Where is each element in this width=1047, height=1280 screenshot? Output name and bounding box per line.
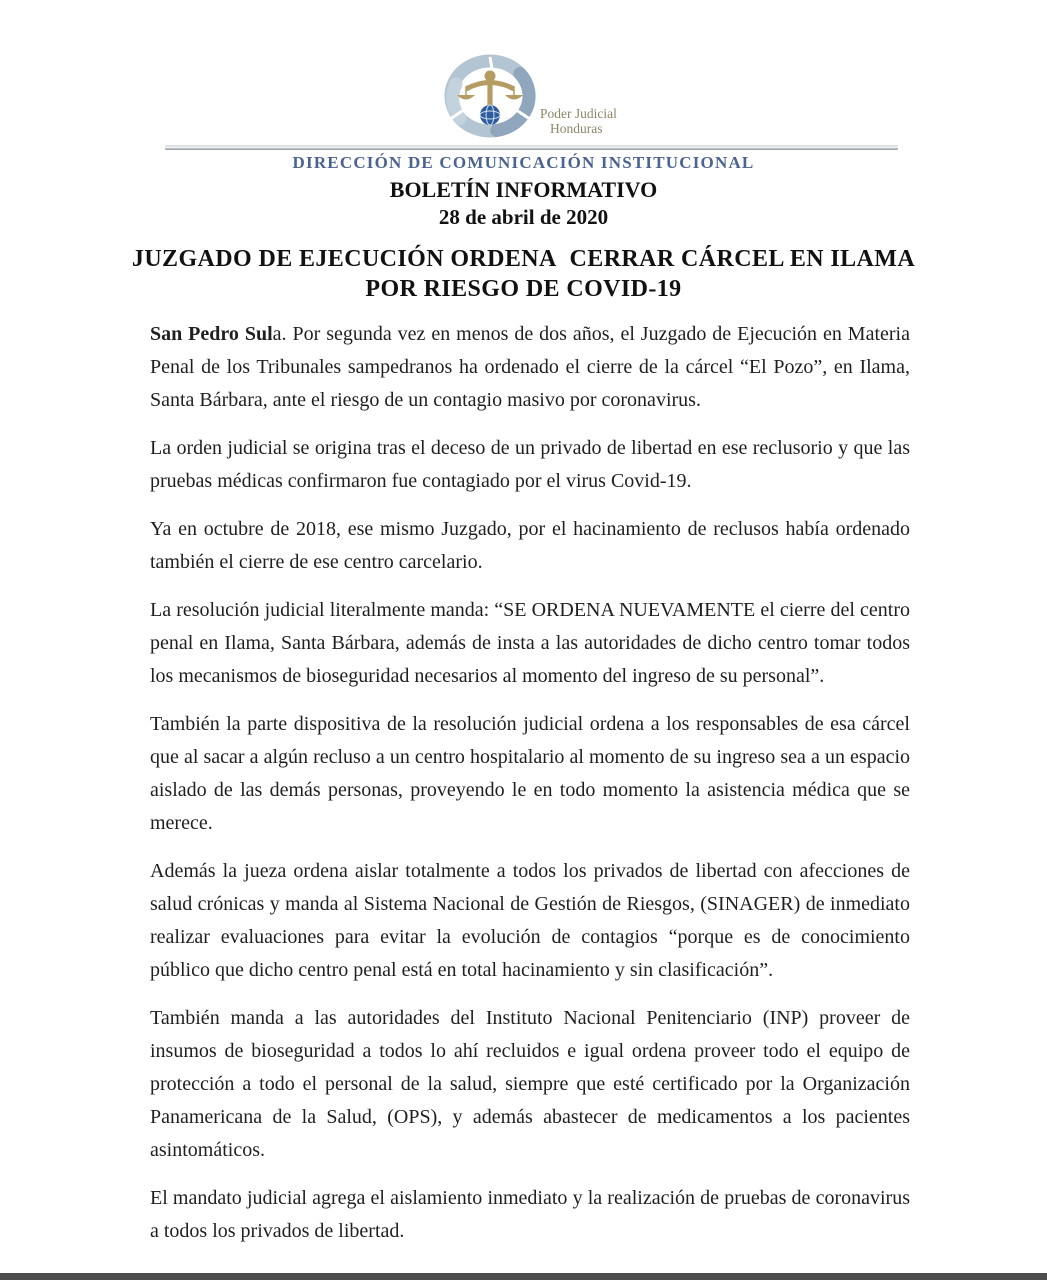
dateline: San Pedro Sul — [150, 323, 273, 345]
paragraph-2: La orden judicial se origina tras el deceso de un privado de libertad en ese reclusorio y que las pruebas médicas confirmaron fue contagiado por el virus Covid-19. — [150, 437, 910, 492]
logo-wordmark-line2: Honduras — [549, 121, 602, 136]
scales-of-justice-icon — [444, 52, 634, 140]
paragraph-5: También la parte dispositiva de la resolución judicial ordena a los responsables de esa cárcel que al sacar a algún recluso a un centro hospitalario al momento de su ingreso sea a un espacio aislado de las demás personas, proveyendo le en todo momento la asistencia médica que se merece. — [150, 713, 910, 834]
paragraph-1-text: a. Por segunda vez en menos de dos años, el Juzgado de Ejecución en Materia Penal de los Tribunales sampedranos ha ordenado el cierre de la cárcel “El Pozo”, en Ilama, Santa Bárbara, ante el riesgo de un contagio masivo por coronavirus. — [150, 323, 910, 411]
headline — [40, 244, 1007, 304]
masthead — [0, 0, 1047, 304]
paragraph-6: Además la jueza ordena aislar totalmente a todos los privados de libertad con afecciones de salud crónicas y manda al Sistema Nacional de Gestión de Riesgos, (SINAGER) de inmediato realizar evaluaciones para evitar la evolución de contagios “porque es de conocimiento público que dicho centro penal está en total hacinamiento y sin clasificación”. — [150, 860, 910, 981]
logo-wordmark-line1: Poder Judicial — [539, 106, 617, 121]
bottom-edge-bar — [0, 1273, 1047, 1280]
paragraph-3: Ya en octubre de 2018, ese mismo Juzgado, por el hacinamiento de reclusos había ordenado también el cierre de ese centro carcelario. — [150, 518, 910, 573]
article-body — [150, 318, 910, 1248]
paragraph-8: El mandato judicial agrega el aislamiento inmediato y la realización de pruebas de coronavirus a todos los privados de libertad. — [150, 1187, 910, 1242]
headline-line1: JUZGADO DE EJECUCIÓN ORDENA CERRAR CÁRCEL EN ILAMA — [131, 246, 916, 272]
poder-judicial-logo — [444, 52, 634, 140]
paragraph-4: La resolución judicial literalmente manda: “SE ORDENA NUEVAMENTE el cierre del centro penal en Ilama, Santa Bárbara, además de insta a las autoridades de dicho centro tomar todos los mecanismos de bioseguridad necesarios al momento del ingreso de su personal”. — [150, 599, 910, 687]
paragraph-7: También manda a las autoridades del Instituto Nacional Penitenciario (INP) proveer de insumos de bioseguridad a todos lo ahí recluidos e igual ordena proveer todo el equipo de protección a todo el personal de la salud, siempre que esté certificado por la Organización Panamericana de la Salud, (OPS), y además abastecer de medicamentos a los pacientes asintomáticos. — [150, 1007, 910, 1161]
bulletin-title: BOLETÍN INFORMATIVO — [389, 177, 658, 202]
headline-line2: POR RIESGO DE COVID-19 — [365, 276, 682, 302]
bulletin-date: 28 de abril de 2020 — [438, 205, 609, 229]
paragraph-1 — [150, 318, 910, 417]
department-name: DIRECCIÓN DE COMUNICACIÓN INSTITUCIONAL — [292, 153, 755, 172]
masthead-divider — [165, 145, 898, 150]
